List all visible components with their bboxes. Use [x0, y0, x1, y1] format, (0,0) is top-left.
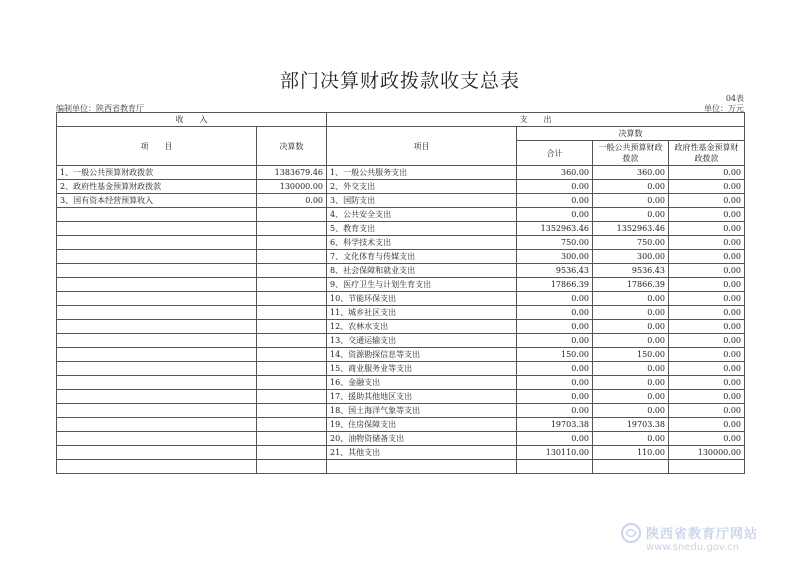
gov-fund-header: 政府性基金预算财政拨款	[669, 141, 745, 166]
watermark-url: www.snedu.gov.cn	[646, 542, 739, 553]
expense-fund-cell: 0.00	[669, 264, 745, 278]
income-item-cell: 2、政府性基金预算财政拨款	[57, 180, 257, 194]
income-amount-cell: 1383679.46	[257, 166, 327, 180]
general-budget-header: 一般公共预算财政拨款	[593, 141, 669, 166]
income-item-cell	[57, 432, 257, 446]
table-row	[57, 292, 745, 306]
unit-label: 单位：万元	[704, 104, 744, 113]
table-row	[57, 348, 745, 362]
table-row	[57, 180, 745, 194]
expense-header: 支 出	[327, 113, 745, 127]
expense-total-cell: 0.00	[517, 292, 593, 306]
table-row	[57, 362, 745, 376]
expense-general-cell: 0.00	[593, 320, 669, 334]
income-amount-cell	[257, 222, 327, 236]
expense-fund-cell: 0.00	[669, 292, 745, 306]
income-item-cell	[57, 334, 257, 348]
expense-fund-cell: 0.00	[669, 250, 745, 264]
table-number: 04表	[725, 94, 744, 103]
table-row	[57, 166, 745, 180]
expense-item-cell: 9、医疗卫生与计划生育支出	[327, 278, 517, 292]
expense-total-cell: 300.00	[517, 250, 593, 264]
expense-fund-cell: 0.00	[669, 348, 745, 362]
expense-fund-cell: 0.00	[669, 390, 745, 404]
expense-item-cell: 8、社会保障和就业支出	[327, 264, 517, 278]
expense-general-cell: 19703.38	[593, 418, 669, 432]
expense-fund-cell: 0.00	[669, 222, 745, 236]
expense-general-cell: 9536.43	[593, 264, 669, 278]
expense-general-cell: 1352963.46	[593, 222, 669, 236]
expense-total-cell: 750.00	[517, 236, 593, 250]
income-item-cell	[57, 348, 257, 362]
expense-general-cell: 0.00	[593, 180, 669, 194]
income-item-cell	[57, 446, 257, 460]
expense-total-cell: 17866.39	[517, 278, 593, 292]
watermark-logo-icon	[620, 522, 642, 544]
expense-total-cell	[517, 460, 593, 474]
expense-general-cell: 0.00	[593, 390, 669, 404]
income-amount-cell	[257, 306, 327, 320]
expense-general-cell: 0.00	[593, 362, 669, 376]
table-row	[57, 460, 745, 474]
table-row	[57, 334, 745, 348]
expense-fund-cell: 0.00	[669, 208, 745, 222]
income-item-cell	[57, 460, 257, 474]
watermark-name: 陕西省教育厅网站	[646, 527, 759, 542]
income-item-cell: 1、一般公共预算财政拨款	[57, 166, 257, 180]
expense-total-cell: 0.00	[517, 320, 593, 334]
expense-general-cell: 0.00	[593, 306, 669, 320]
expense-item-cell: 19、住房保障支出	[327, 418, 517, 432]
expense-general-cell: 0.00	[593, 208, 669, 222]
income-item-cell	[57, 222, 257, 236]
expense-general-cell	[593, 460, 669, 474]
income-item-cell	[57, 320, 257, 334]
expense-total-cell: 0.00	[517, 390, 593, 404]
budget-table	[56, 112, 745, 474]
income-amount-cell	[257, 460, 327, 474]
item-header: 项 目	[57, 127, 257, 166]
table-row	[57, 236, 745, 250]
expense-total-cell: 0.00	[517, 180, 593, 194]
table-row	[57, 390, 745, 404]
income-amount-cell	[257, 236, 327, 250]
table-row	[57, 404, 745, 418]
expense-fund-cell: 0.00	[669, 194, 745, 208]
expense-total-cell: 9536.43	[517, 264, 593, 278]
table-row	[57, 376, 745, 390]
table-row	[57, 418, 745, 432]
expense-general-cell: 0.00	[593, 432, 669, 446]
expense-item-cell: 15、商业服务业等支出	[327, 362, 517, 376]
income-item-cell	[57, 278, 257, 292]
income-amount-cell	[257, 390, 327, 404]
expense-fund-cell: 0.00	[669, 180, 745, 194]
table-row	[57, 222, 745, 236]
income-item-cell	[57, 264, 257, 278]
expense-item-cell: 2、外交支出	[327, 180, 517, 194]
income-amount-cell	[257, 208, 327, 222]
expense-item-cell: 11、城乡社区支出	[327, 306, 517, 320]
expense-fund-cell: 0.00	[669, 166, 745, 180]
income-amount-cell	[257, 418, 327, 432]
income-amount-cell	[257, 292, 327, 306]
expense-general-cell: 150.00	[593, 348, 669, 362]
income-amount-cell	[257, 404, 327, 418]
income-header: 收 入	[57, 113, 327, 127]
income-item-cell	[57, 208, 257, 222]
table-row	[57, 250, 745, 264]
expense-item-cell: 1、一般公共服务支出	[327, 166, 517, 180]
expense-general-cell: 0.00	[593, 404, 669, 418]
expense-item-cell: 5、教育支出	[327, 222, 517, 236]
income-amount-cell	[257, 334, 327, 348]
table-row	[57, 194, 745, 208]
expense-total-cell: 19703.38	[517, 418, 593, 432]
income-amount-cell: 0.00	[257, 194, 327, 208]
expense-fund-cell: 0.00	[669, 320, 745, 334]
income-item-cell: 3、国有资本经营预算收入	[57, 194, 257, 208]
table-row	[57, 432, 745, 446]
expense-total-cell: 0.00	[517, 362, 593, 376]
page-title: 部门决算财政拨款收支总表	[279, 70, 520, 92]
expense-fund-cell: 0.00	[669, 418, 745, 432]
expense-total-cell: 0.00	[517, 208, 593, 222]
final-amount-header: 决算数	[257, 127, 327, 166]
income-amount-cell	[257, 348, 327, 362]
expense-total-cell: 0.00	[517, 376, 593, 390]
organization-label: 编制单位：陕西省教育厅	[56, 104, 144, 113]
expense-fund-cell: 0.00	[669, 334, 745, 348]
expense-general-cell: 110.00	[593, 446, 669, 460]
expense-item-cell: 17、援助其他地区支出	[327, 390, 517, 404]
table-row	[57, 264, 745, 278]
expense-item-cell: 12、农林水支出	[327, 320, 517, 334]
expense-general-cell: 0.00	[593, 334, 669, 348]
income-item-cell	[57, 236, 257, 250]
table-row	[57, 208, 745, 222]
expense-general-cell: 0.00	[593, 376, 669, 390]
expense-total-cell: 0.00	[517, 306, 593, 320]
income-amount-cell	[257, 264, 327, 278]
income-item-cell	[57, 362, 257, 376]
expense-total-cell: 130110.00	[517, 446, 593, 460]
final-amount-group-header: 决算数	[517, 127, 745, 141]
income-amount-cell	[257, 446, 327, 460]
expense-item-cell: 14、资源勘探信息等支出	[327, 348, 517, 362]
income-amount-cell	[257, 250, 327, 264]
expense-total-cell: 1352963.46	[517, 222, 593, 236]
expense-fund-cell: 0.00	[669, 362, 745, 376]
expense-fund-cell: 0.00	[669, 404, 745, 418]
income-amount-cell	[257, 320, 327, 334]
expense-item-cell: 7、文化体育与传媒支出	[327, 250, 517, 264]
expense-total-cell: 0.00	[517, 194, 593, 208]
expense-fund-cell: 0.00	[669, 236, 745, 250]
expense-total-cell: 360.00	[517, 166, 593, 180]
expense-general-cell: 750.00	[593, 236, 669, 250]
income-item-cell	[57, 390, 257, 404]
expense-total-cell: 0.00	[517, 334, 593, 348]
expense-item-cell: 16、金融支出	[327, 376, 517, 390]
expense-item-header: 项目	[327, 127, 517, 166]
total-header: 合计	[517, 141, 593, 166]
expense-item-cell: 6、科学技术支出	[327, 236, 517, 250]
expense-general-cell: 300.00	[593, 250, 669, 264]
expense-fund-cell: 130000.00	[669, 446, 745, 460]
income-item-cell	[57, 376, 257, 390]
expense-item-cell: 21、其他支出	[327, 446, 517, 460]
expense-item-cell: 4、公共安全支出	[327, 208, 517, 222]
expense-total-cell: 150.00	[517, 348, 593, 362]
table-row	[57, 278, 745, 292]
table-row	[57, 446, 745, 460]
income-amount-cell: 130000.00	[257, 180, 327, 194]
expense-fund-cell: 0.00	[669, 432, 745, 446]
expense-general-cell: 360.00	[593, 166, 669, 180]
expense-item-cell: 13、交通运输支出	[327, 334, 517, 348]
expense-general-cell: 17866.39	[593, 278, 669, 292]
expense-fund-cell: 0.00	[669, 376, 745, 390]
income-item-cell	[57, 418, 257, 432]
expense-item-cell: 10、节能环保支出	[327, 292, 517, 306]
income-amount-cell	[257, 376, 327, 390]
expense-item-cell: 18、国土海洋气象等支出	[327, 404, 517, 418]
expense-item-cell	[327, 460, 517, 474]
income-amount-cell	[257, 278, 327, 292]
income-item-cell	[57, 292, 257, 306]
income-item-cell	[57, 250, 257, 264]
expense-total-cell: 0.00	[517, 404, 593, 418]
expense-total-cell: 0.00	[517, 432, 593, 446]
expense-fund-cell	[669, 460, 745, 474]
income-amount-cell	[257, 362, 327, 376]
expense-item-cell: 20、油物资储备支出	[327, 432, 517, 446]
expense-fund-cell: 0.00	[669, 306, 745, 320]
table-row	[57, 320, 745, 334]
income-item-cell	[57, 404, 257, 418]
expense-fund-cell: 0.00	[669, 278, 745, 292]
income-amount-cell	[257, 432, 327, 446]
expense-general-cell: 0.00	[593, 292, 669, 306]
expense-general-cell: 0.00	[593, 194, 669, 208]
table-row	[57, 306, 745, 320]
expense-item-cell: 3、国防支出	[327, 194, 517, 208]
income-item-cell	[57, 306, 257, 320]
